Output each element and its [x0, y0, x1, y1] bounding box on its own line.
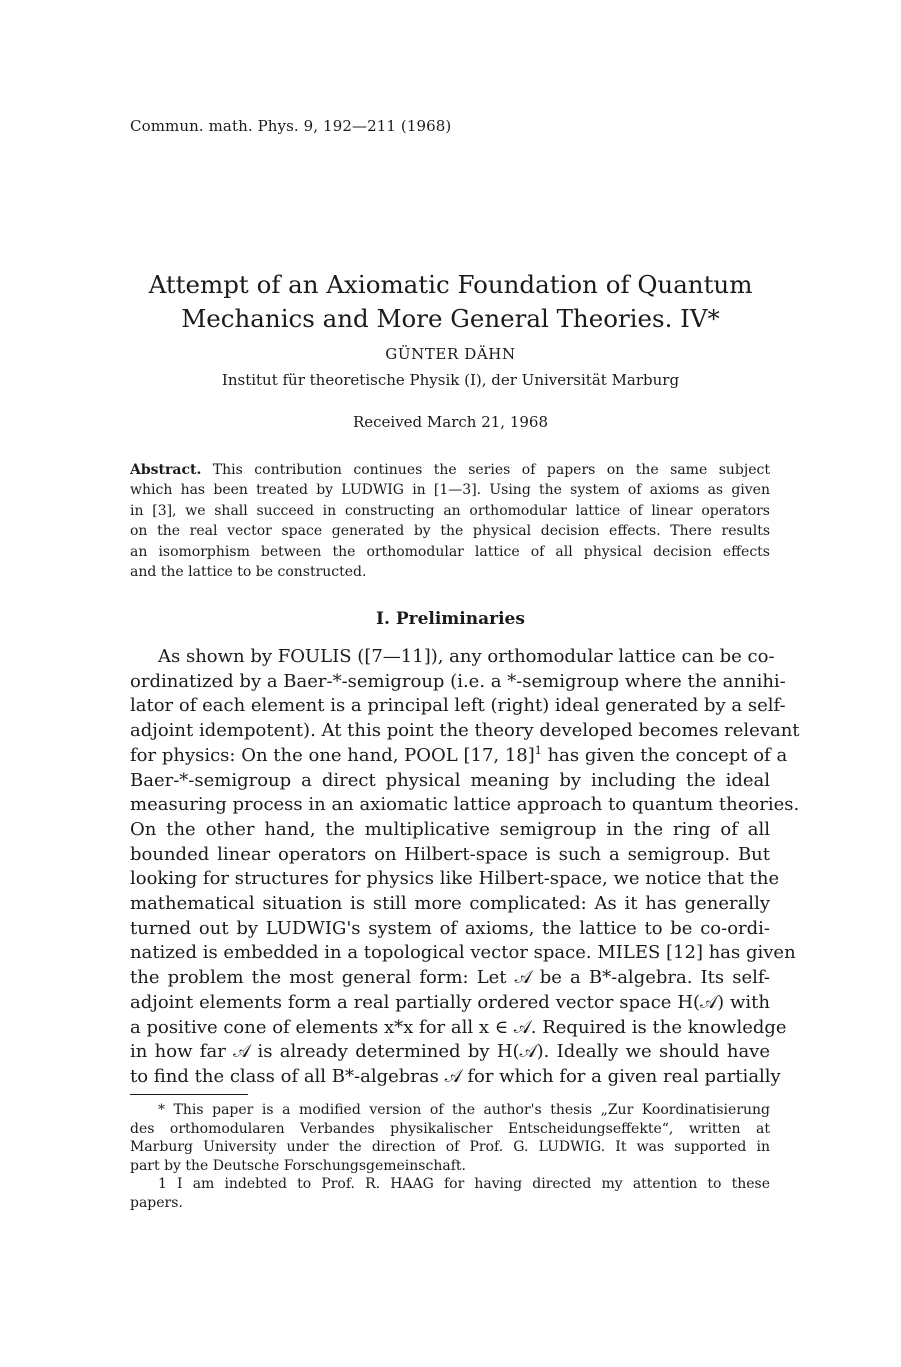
body-line: looking for structures for physics like Hilbert-space, we notice that the	[130, 868, 780, 890]
body-line: measuring process in an axiomatic lattice approach to quantum theories.	[130, 794, 800, 816]
footnote-divider	[130, 1094, 248, 1095]
title-line: Attempt of an Axiomatic Foundation of Quantum	[148, 270, 753, 299]
body-line: Baer-*-semigroup a direct physical meaning by including the ideal	[130, 769, 770, 791]
abstract-line: an isomorphism between the orthomodular lattice of all physical decision effects	[130, 543, 770, 560]
title-line: Mechanics and More General Theories. IV*	[181, 304, 720, 333]
abstract-line: and the lattice to be constructed.	[130, 564, 367, 581]
body-line: mathematical situation is still more complicated: As it has generally	[130, 893, 770, 915]
abstract-text: This contribution continues the series of papers on the same subject	[201, 462, 770, 478]
body-line: On the other hand, the multiplicative semigroup in the ring of all	[130, 818, 770, 840]
body-line: adjoint idempotent). At this point the theory developed becomes relevant	[130, 720, 800, 742]
section-heading: I. Preliminaries	[376, 609, 525, 629]
paper-title	[90, 268, 811, 336]
body-line	[130, 743, 788, 769]
body-line: bounded linear operators on Hilbert-space is such a semigroup. But	[130, 843, 770, 865]
body-line: As shown by FOULIS ([7—11]), any orthomodular lattice can be co-	[158, 646, 775, 667]
body-line: a positive cone of elements x*x for all x ∈ 𝒜. Required is the knowledge	[130, 1016, 787, 1038]
abstract	[130, 460, 770, 582]
body-line: to find the class of all B*-algebras 𝒜 for which for a given real partially	[130, 1065, 781, 1087]
footnote-marker: 1	[534, 743, 542, 757]
footnote-line: Marburg University under the direction of Prof. G. LUDWIG. It was supported in	[130, 1139, 770, 1156]
body-line: the problem the most general form: Let 𝒜 be a B*-algebra. Its self-	[130, 967, 770, 989]
author-affiliation: Institut für theoretische Physik (I), der Universität Marburg	[221, 371, 680, 389]
received-date: Received March 21, 1968	[352, 413, 549, 431]
body-line: natized is embedded in a topological vector space. MILES [12] has given	[130, 942, 796, 964]
abstract-line	[130, 460, 770, 480]
body-text	[130, 645, 800, 1090]
abstract-line: on the real vector space generated by the physical decision effects. There results	[130, 523, 770, 540]
author-name: GÜNTER DÄHN	[385, 345, 516, 363]
journal-reference: Commun. math. Phys. 9, 192—211 (1968)	[130, 117, 452, 135]
body-line-text: has given the concept of a	[541, 744, 788, 766]
abstract-line: which has been treated by LUDWIG in [1—3]. Using the system of axioms as given	[130, 482, 770, 499]
footnote-line: part by the Deutsche Forschungsgemeinschaft.	[130, 1157, 466, 1174]
footnote-line: papers.	[130, 1194, 183, 1211]
body-line: ordinatized by a Baer-*-semigroup (i.e. a *-semigroup where the annihi-	[130, 670, 786, 692]
footnote-line: 1 I am indebted to Prof. R. HAAG for having directed my attention to these	[158, 1176, 770, 1193]
footnotes	[130, 1101, 770, 1213]
body-line: turned out by LUDWIG's system of axioms, the lattice to be co-ordi-	[130, 917, 770, 939]
abstract-label: Abstract.	[130, 462, 202, 478]
abstract-line: in [3], we shall succeed in constructing an orthomodular lattice of linear operators	[130, 502, 770, 519]
footnote-line: * This paper is a modified version of the author's thesis „Zur Koordinatisierung	[158, 1102, 770, 1118]
body-line: lator of each element is a principal left (right) ideal generated by a self-	[130, 695, 786, 717]
body-line-text: for physics: On the one hand, POOL [17, 18]	[130, 744, 535, 766]
body-line: in how far 𝒜 is already determined by H(𝒜). Ideally we should have	[130, 1041, 770, 1063]
body-line: adjoint elements form a real partially ordered vector space H(𝒜) with	[130, 991, 770, 1013]
footnote-line: des orthomodularen Verbandes physikalischer Entscheidungseffekte“, written at	[130, 1120, 770, 1137]
